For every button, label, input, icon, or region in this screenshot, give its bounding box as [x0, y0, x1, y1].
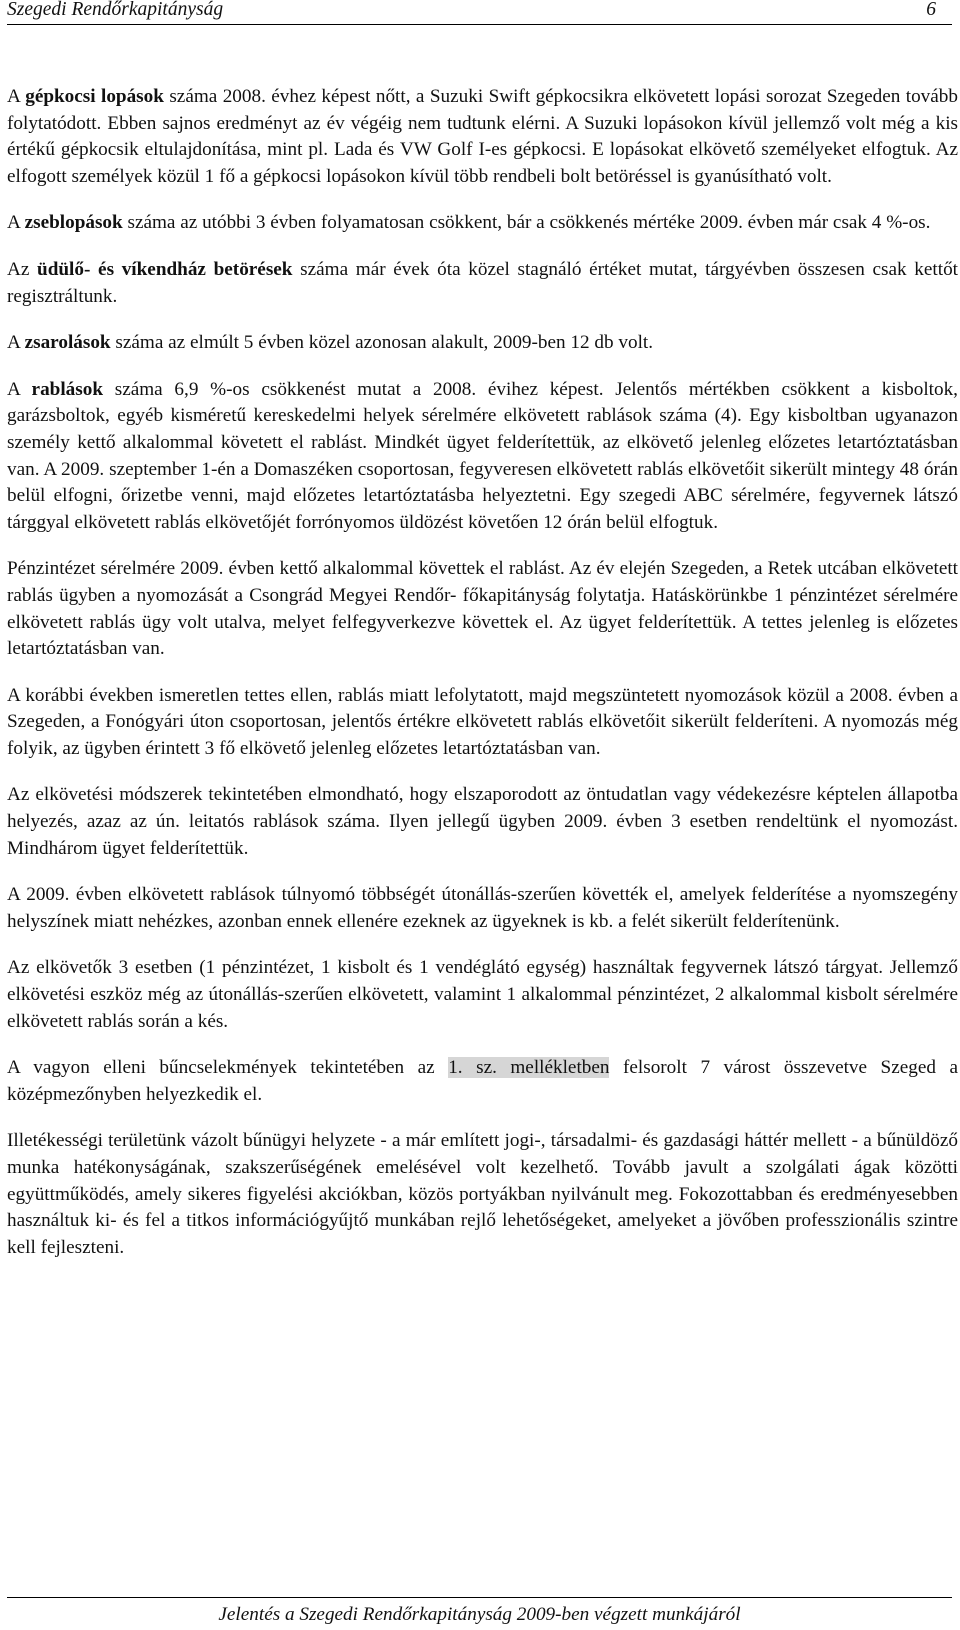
- document-body: [7, 84, 958, 1281]
- paragraph-car-theft: A gépkocsi lopások száma 2008. évhez képest nőtt, a Suzuki Swift gépkocsikra elkövetett lopási sorozat Szegeden tovább folytatódott. Ebben sajnos eredményt az év végéig nem tudtunk elérni. A Suzuki lopásokon kívül jellemző volt még a kis értékű gépkocsik eltulajdonítása, mint pl. Lada és VW Golf I-es gépkocsi. E lopásokat elkövető személyeket elfogtuk. Az elfogott személyek közül 1 fő a gépkocsi lopásokon kívül több rendbeli bolt betöréssel is gyanúsítható volt.: [7, 86, 958, 187]
- paragraph-street-robbery: A 2009. évben elkövetett rablások túlnyomó többségét útonállás-szerűen követték el, amelyek felderítése a nyomszegény helyszínek miatt nehézkes, azonban ennek ellenére ezeknek az ügyeknek is kb. a felét sikerült felderítenünk.: [7, 884, 958, 932]
- bold-term: rablások: [31, 378, 103, 400]
- paragraph-methods: Az elkövetési módszerek tekintetében elmondható, hogy elszaporodott az öntudatlan vagy védekezésre képtelen állapotba helyezés, azaz az ún. leitatós rablások száma. Ilyen jellegű ügyben 2009. évben 3 esetben rendeltünk el nyomozást. Mindhárom ügyet felderítettük.: [7, 784, 958, 859]
- page-footer: [7, 1597, 952, 1626]
- paragraph-robbery: A rablások száma 6,9 %-os csökkenést mutat a 2008. évihez képest. Jelentős mértékben csökkent a kisboltok, garázsboltok, egyéb kisméretű kereskedelmi helyek sérelmére elkövetett rablások száma (4). Egy kisboltban ugyanazon személy kettő alkalommal követett el rablást. Mindkét ügyet felderítettük, az elkövető jelenleg előzetes letartóztatásban van. A 2009. szeptember 1-én a Domaszéken csoportosan, fegyveresen elkövetett rablás elkövetőit sikerült mintegy 48 órán belül elfogni, őrizetbe venni, majd előzetes letartóztatásba helyeztetni. Egy szegedi ABC sérelmére, fegyvernek látszó tárggyal elkövetett rablás elkövetőjét forrónyomos üldözést követően 12 órán belül elfogtuk.: [7, 378, 958, 533]
- bold-term: üdülő- és víkendház betörések: [37, 258, 293, 280]
- paragraph-bank-robbery: Pénzintézet sérelmére 2009. évben kettő alkalommal követtek el rablást. Az év elején Szegeden, a Retek utcában elkövetett rablás ügyben a nyomozását a Csongrád Megyei Rendőr- főkapitányság folytatja. Hatáskörünkbe 1 pénzintézet sérelmére elkövetett rablás ügy volt utalva, melyet felfegyverkezve követtek el. Az ügyet felderítettük. A tettes jelenleg is előzetes letartóztatásban van.: [7, 558, 958, 660]
- bold-term: zseblopások: [24, 212, 123, 234]
- paragraph-earlier-cases: A korábbi években ismeretlen tettes ellen, rablás miatt lefolytatott, majd megszüntetett nyomozások közül a 2008. évben a Szegeden, a Fonógyári úton csoportosan, jelentős értékre elkövetett rablás elkövetőit sikerült felderíteni. A nyomozás még folyik, az ügyben érintett 3 fő elkövető jelenleg előzetes letartóztatásban van.: [7, 684, 958, 759]
- footer-text: Jelentés a Szegedi Rendőrkapitányság 2009-ben végzett munkájáról: [218, 1604, 741, 1625]
- paragraph-holiday-home-burglary: Az üdülő- és víkendház betörések száma már évek óta közel stagnáló értéket mutat, tárgyévben összesen csak kettőt regisztráltunk.: [7, 258, 959, 307]
- bold-term: zsarolások: [24, 332, 111, 354]
- annex-reference-link[interactable]: 1. sz. mellékletben: [448, 1057, 610, 1079]
- bold-term: gépkocsi lopások: [25, 86, 164, 107]
- page-header: [7, 0, 952, 25]
- paragraph-summary: Illetékességi területünk vázolt bűnügyi helyzete - a már említett jogi-, társadalmi- és gazdasági háttér mellett - a bűnüldöző munka hatékonyságának, szakszerűségének emelésével volt kezelhető. Tovább javult a szolgálati ágak közötti együttműködés, amely sikeres figyelési akciókban, közös portyákban nyilvánult meg. Fokozottabban és eredményesebben használtuk ki- és fel a titkos információgyűjtő munkában rejlő lehetőségeket, amelyeket a jövőben professzionális szintre kell fejleszteni.: [7, 1130, 958, 1258]
- paragraph-extortion: A zsarolások száma az elmúlt 5 évben közel azonosan alakult, 2009-ben 12 db volt.: [7, 332, 654, 354]
- page-number: 6: [926, 0, 936, 20]
- paragraph-property-crime: A vagyon elleni bűncselekmények tekintetében az 1. sz. mellékletben felsorolt 7 várost összevetve Szeged a középmezőnyben helyezkedik el.: [7, 1057, 958, 1105]
- paragraph-weapons: Az elkövetők 3 esetben (1 pénzintézet, 1 kisbolt és 1 vendéglátó egység) használtak fegyvernek látszó tárgyat. Jellemző elkövetési eszköz még az útonállás-szerűen elkövetett, valamint 1 alkalommal pénzintézet, 2 alkalommal kisbolt sérelmére elkövetett rablás során a kés.: [7, 957, 958, 1032]
- header-title: Szegedi Rendőrkapitányság: [7, 0, 224, 20]
- paragraph-pickpocketing: A zseblopások száma az utóbbi 3 évben folyamatosan csökkent, bár a csökkenés mértéke 2009. évben már csak 4 %-os.: [7, 212, 931, 234]
